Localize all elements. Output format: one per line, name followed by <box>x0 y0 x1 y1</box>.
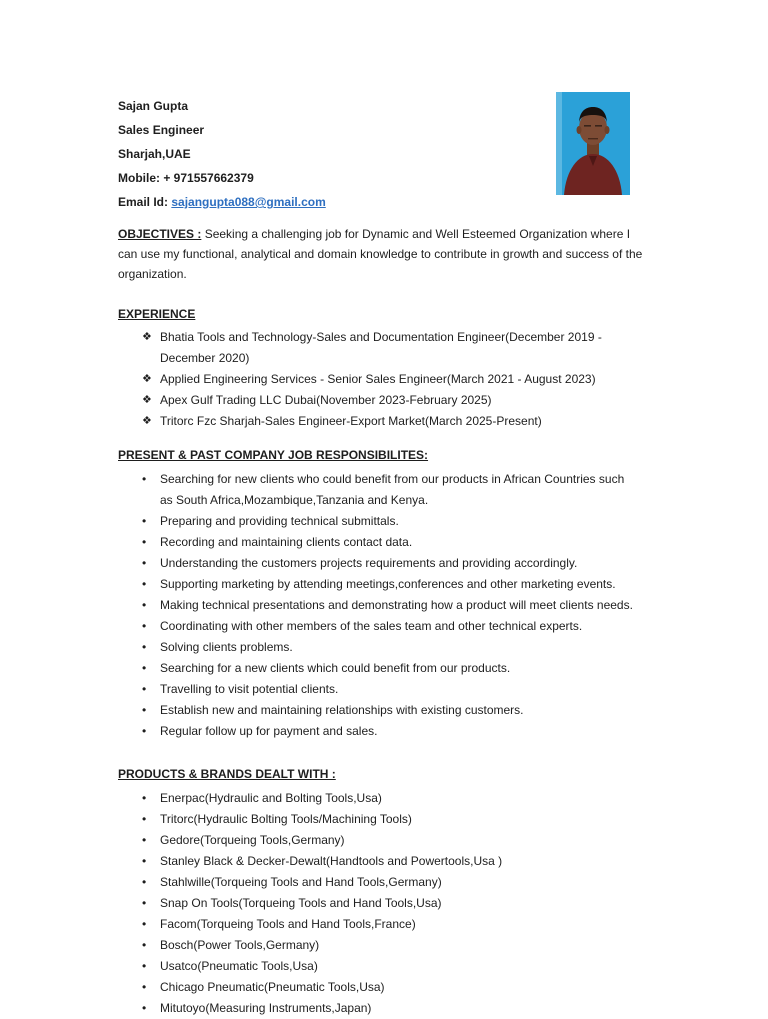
email-link[interactable]: sajangupta088@gmail.com <box>171 195 326 209</box>
experience-item: ❖ Applied Engineering Services - Senior Sales Engineer(March 2021 - August 2023) <box>118 369 652 390</box>
responsibility-item: • Establish new and maintaining relationships with existing customers. <box>118 700 652 721</box>
responsibility-item: • Solving clients problems. <box>118 637 652 658</box>
objectives-paragraph <box>118 224 652 284</box>
responsibility-item: • Understanding the customers projects requirements and providing accordingly. <box>118 553 652 574</box>
dot-bullet-icon: • <box>142 703 147 717</box>
dot-bullet-icon: • <box>142 1001 147 1015</box>
email-label: Email Id: <box>118 195 172 209</box>
dot-bullet-icon: • <box>142 938 147 952</box>
diamond-bullet-icon: ❖ <box>142 415 152 427</box>
job-title: Sales Engineer <box>118 123 205 137</box>
objectives-heading: OBJECTIVES : <box>118 227 202 241</box>
dot-bullet-icon: • <box>142 959 147 973</box>
dot-bullet-icon: • <box>142 577 147 591</box>
responsibility-item: • Making technical presentations and demonstrating how a product will meet clients needs. <box>118 595 652 616</box>
experience-item: ❖ Bhatia Tools and Technology-Sales and Documentation Engineer(December 2019 - December 2020) <box>118 327 652 369</box>
diamond-bullet-icon: ❖ <box>142 331 152 343</box>
product-item: • Snap On Tools(Torqueing Tools and Hand Tools,Usa) <box>118 893 652 914</box>
product-item: • Stahlwille(Torqueing Tools and Hand Tools,Germany) <box>118 872 652 893</box>
responsibility-item: • Regular follow up for payment and sales. <box>118 721 652 742</box>
experience-item: ❖ Apex Gulf Trading LLC Dubai(November 2023-February 2025) <box>118 390 652 411</box>
product-item: • Stanley Black & Decker-Dewalt(Handtools and Powertools,Usa ) <box>118 851 652 872</box>
header-block <box>118 99 652 209</box>
responsibility-item: • Coordinating with other members of the sales team and other technical experts. <box>118 616 652 637</box>
dot-bullet-icon: • <box>142 875 147 889</box>
product-item: • Chicago Pneumatic(Pneumatic Tools,Usa) <box>118 977 652 998</box>
responsibility-item: • Supporting marketing by attending meetings,conferences and other marketing events. <box>118 574 652 595</box>
diamond-bullet-icon: ❖ <box>142 373 152 385</box>
product-item: • Bosch(Power Tools,Germany) <box>118 935 652 956</box>
mobile-number: Mobile: + 971557662379 <box>118 171 254 185</box>
experience-item: ❖ Tritorc Fzc Sharjah-Sales Engineer-Export Market(March 2025-Present) <box>118 411 652 432</box>
product-item: • Tritorc(Hydraulic Bolting Tools/Machining Tools) <box>118 809 652 830</box>
objectives-text: Seeking a challenging job for Dynamic and Well Esteemed Organization where I can use my functional, analytical and domain knowledge to contribute in growth and success of the organization. <box>118 227 643 281</box>
dot-bullet-icon: • <box>142 791 147 805</box>
dot-bullet-icon: • <box>142 598 147 612</box>
dot-bullet-icon: • <box>142 472 147 486</box>
product-item: • Facom(Torqueing Tools and Hand Tools,France) <box>118 914 652 935</box>
dot-bullet-icon: • <box>142 640 147 654</box>
responsibility-item: • Preparing and providing technical submittals. <box>118 511 652 532</box>
responsibility-item: • Searching for a new clients which could benefit from our products. <box>118 658 652 679</box>
experience-list <box>118 327 652 432</box>
person-name: Sajan Gupta <box>118 99 189 113</box>
products-list <box>118 788 652 1019</box>
product-item: • Enerpac(Hydraulic and Bolting Tools,Usa) <box>118 788 652 809</box>
email-line <box>118 195 652 209</box>
responsibilities-list <box>118 469 652 742</box>
dot-bullet-icon: • <box>142 854 147 868</box>
experience-heading: EXPERIENCE <box>118 307 196 321</box>
responsibility-item: • Travelling to visit potential clients. <box>118 679 652 700</box>
product-item: • Gedore(Torqueing Tools,Germany) <box>118 830 652 851</box>
dot-bullet-icon: • <box>142 917 147 931</box>
product-item: • Usatco(Pneumatic Tools,Usa) <box>118 956 652 977</box>
dot-bullet-icon: • <box>142 896 147 910</box>
responsibilities-heading: PRESENT & PAST COMPANY JOB RESPONSIBILITES: <box>118 448 429 462</box>
dot-bullet-icon: • <box>142 535 147 549</box>
resume-content <box>118 99 652 1019</box>
dot-bullet-icon: • <box>142 812 147 826</box>
dot-bullet-icon: • <box>142 682 147 696</box>
dot-bullet-icon: • <box>142 514 147 528</box>
dot-bullet-icon: • <box>142 619 147 633</box>
diamond-bullet-icon: ❖ <box>142 394 152 406</box>
dot-bullet-icon: • <box>142 724 147 738</box>
responsibility-item: • Recording and maintaining clients contact data. <box>118 532 652 553</box>
dot-bullet-icon: • <box>142 833 147 847</box>
responsibility-item: • Searching for new clients who could benefit from our products in African Countries such as South Africa,Mozambique,Tanzania and Kenya. <box>118 469 652 511</box>
location: Sharjah,UAE <box>118 147 191 161</box>
dot-bullet-icon: • <box>142 980 147 994</box>
product-item: • Mitutoyo(Measuring Instruments,Japan) <box>118 998 652 1019</box>
products-heading: PRODUCTS & BRANDS DEALT WITH : <box>118 767 336 781</box>
dot-bullet-icon: • <box>142 556 147 570</box>
dot-bullet-icon: • <box>142 661 147 675</box>
